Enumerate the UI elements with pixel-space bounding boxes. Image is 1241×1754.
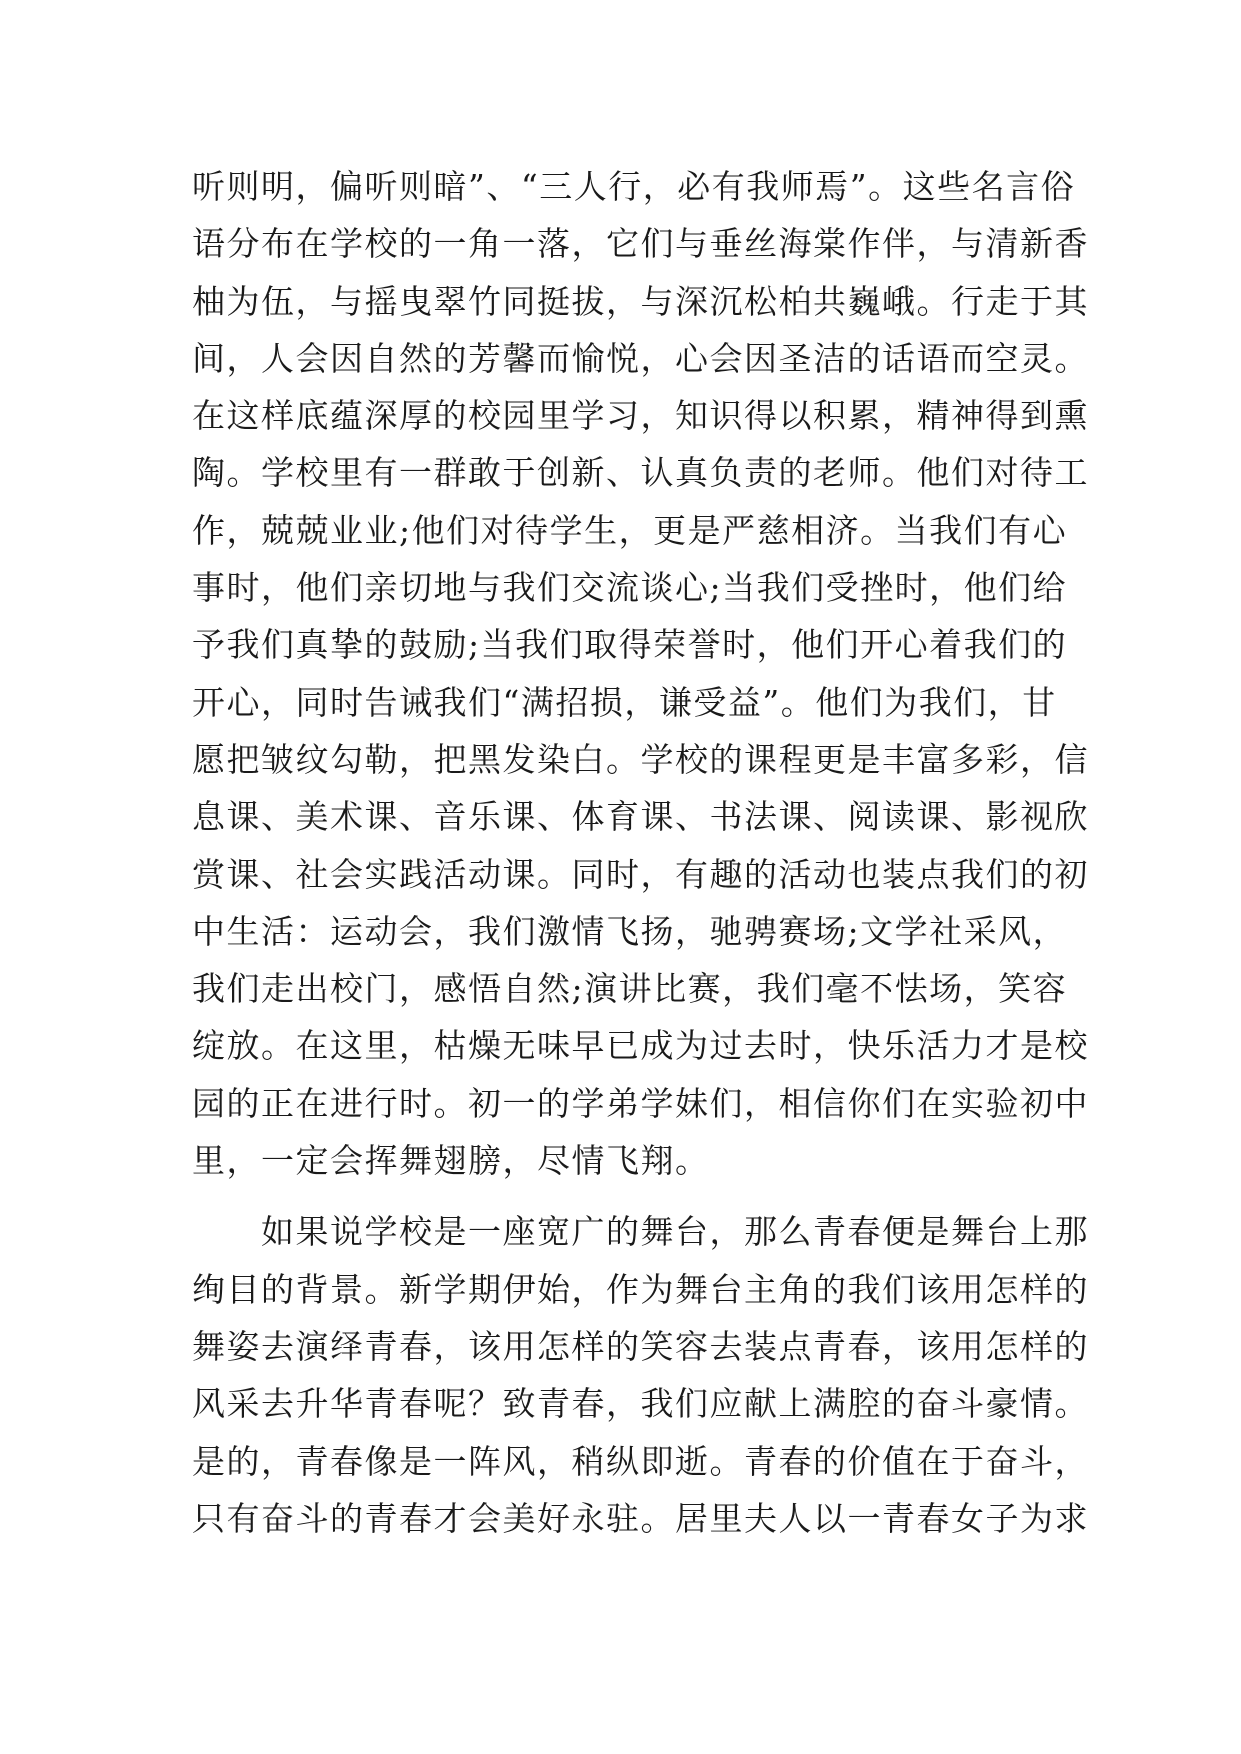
text-line: 听则明，偏听则暗”、“三人行，必有我师焉”。这些名言俗: [192, 167, 1076, 206]
text-line: 赏课、社会实践活动课。同时，有趣的活动也装点我们的初: [192, 854, 1089, 894]
text-line: 息课、美术课、音乐课、体育课、书法课、阅读课、影视欣: [192, 797, 1089, 837]
text-line: 开心，同时告诫我们“满招损，谦受益”。他们为我们，甘: [192, 682, 1057, 722]
text-line: 柚为伍，与摇曳翠竹同挺拔，与深沉松柏共巍峨。行走于其: [192, 281, 1089, 321]
body-text: [192, 158, 1089, 1547]
text-line: 绚目的背景。新学期伊始，作为舞台主角的我们该用怎样的: [192, 1269, 1089, 1309]
text-line: 是的，青春像是一阵风，稍纵即逝。青春的价值在于奋斗，: [192, 1441, 1089, 1481]
text-line: 里，一定会挥舞翅膀，尽情飞翔。: [192, 1141, 710, 1181]
text-line: 陶。学校里有一群敢于创新、认真负责的老师。他们对待工: [192, 453, 1089, 493]
text-line: 作，兢兢业业;他们对待学生，更是严慈相济。当我们有心: [192, 510, 1068, 550]
text-line: 只有奋斗的青春才会美好永驻。居里夫人以一青春女子为求: [192, 1498, 1089, 1538]
text-line: 风采去升华青春呢？致青春，我们应献上满腔的奋斗豪情。: [192, 1384, 1089, 1424]
text-line: 予我们真挚的鼓励;当我们取得荣誉时，他们开心着我们的: [192, 625, 1068, 665]
text-line: 舞姿去演绎青春，该用怎样的笑容去装点青春，该用怎样的: [192, 1326, 1089, 1366]
paragraph-1: [192, 158, 1089, 1189]
paragraph-2: [192, 1203, 1089, 1547]
text-line: 我们走出校门，感悟自然;演讲比赛，我们毫不怯场，笑容: [192, 969, 1068, 1009]
text-line: 在这样底蕴深厚的校园里学习，知识得以积累，精神得到熏: [192, 396, 1089, 436]
text-line: 园的正在进行时。初一的学弟学妹们，相信你们在实验初中: [192, 1083, 1089, 1123]
text-line: 语分布在学校的一角一落，它们与垂丝海棠作伴，与清新香: [192, 224, 1089, 264]
paragraph-spacing: [192, 1189, 1052, 1203]
text-line: 事时，他们亲切地与我们交流谈心;当我们受挫时，他们给: [192, 568, 1068, 608]
text-line: 如果说学校是一座宽广的舞台，那么青春便是舞台上那: [192, 1212, 1089, 1252]
text-line: 间，人会因自然的芳馨而愉悦，心会因圣洁的话语而空灵。: [192, 338, 1089, 378]
text-line: 绽放。在这里，枯燥无味早已成为过去时，快乐活力才是校: [192, 1026, 1089, 1066]
text-line: 中生活：运动会，我们激情飞扬，驰骋赛场;文学社采风，: [192, 911, 1068, 951]
text-line: 愿把皱纹勾勒，把黑发染白。学校的课程更是丰富多彩，信: [192, 739, 1089, 779]
